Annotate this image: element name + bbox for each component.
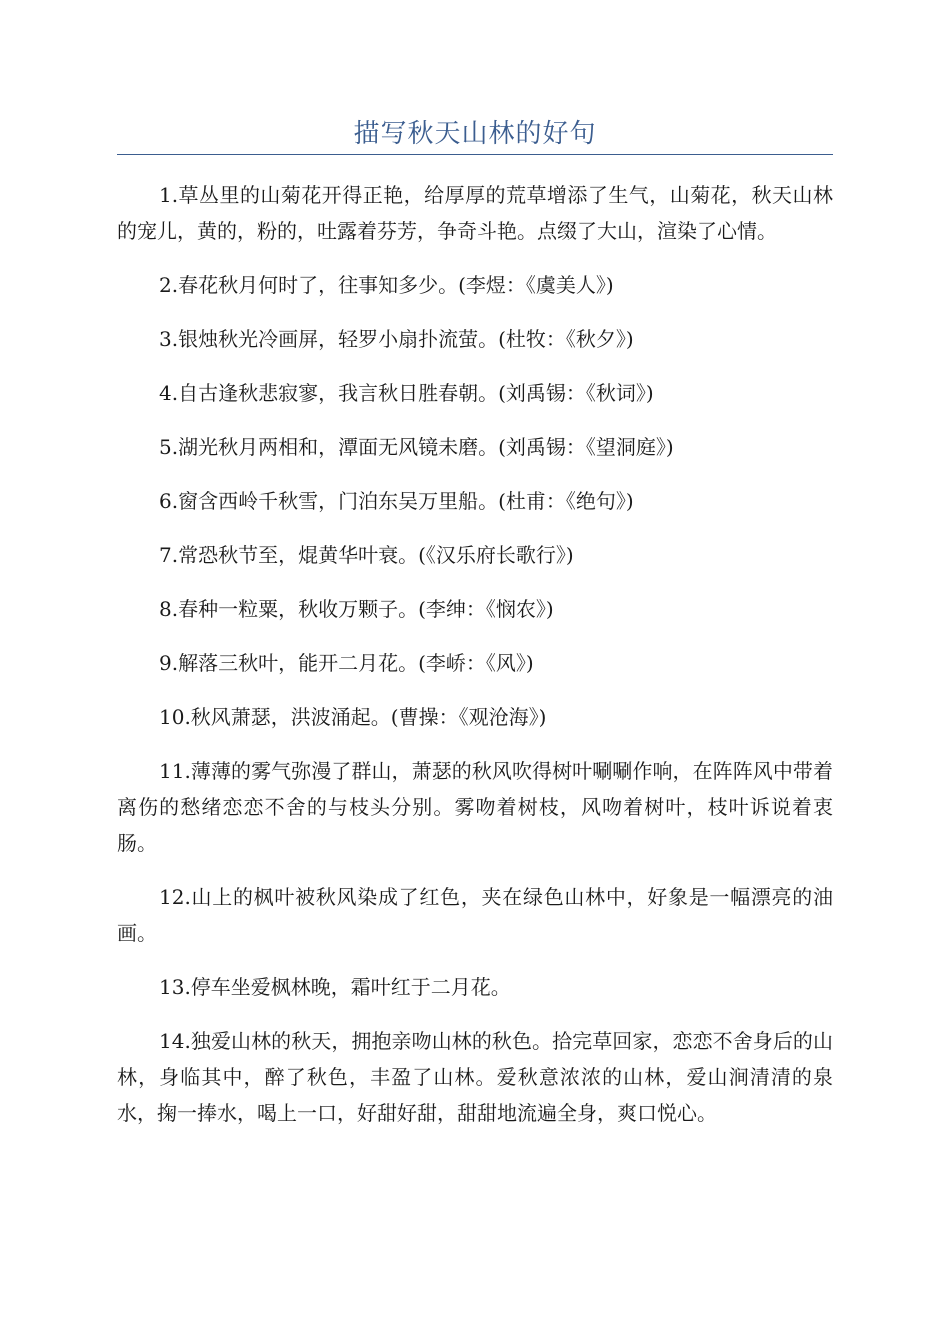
paragraph-8: 8.春种一粒粟，秋收万颗子。(李绅：《悯农》) [159, 597, 554, 621]
paragraph-1: 1.草丛里的山菊花开得正艳，给厚厚的荒草增添了生气，山菊花，秋天山林的宠儿，黄的，粉的，吐露着芬芳，争奇斗艳。点缀了大山，渲染了心情。 [117, 183, 833, 243]
document-page [117, 0, 833, 1149]
document-body [117, 177, 833, 1131]
paragraph-7: 7.常恐秋节至，焜黄华叶衰。(《汉乐府长歌行》) [159, 543, 574, 567]
paragraph-11: 11.薄薄的雾气弥漫了群山，萧瑟的秋风吹得树叶唰唰作响，在阵阵风中带着离伤的愁绪恋恋不舍的与枝头分别。雾吻着树枝，风吻着树叶，枝叶诉说着衷肠。 [117, 759, 833, 855]
page-title: 描写秋天山林的好句 [353, 119, 597, 149]
paragraph-3: 3.银烛秋光冷画屏，轻罗小扇扑流萤。(杜牧：《秋夕》) [159, 327, 634, 351]
paragraph-2: 2.春花秋月何时了，往事知多少。(李煜：《虞美人》) [159, 273, 614, 297]
paragraph-6: 6.窗含西岭千秋雪，门泊东吴万里船。(杜甫：《绝句》) [159, 489, 634, 513]
paragraph-14: 14.独爱山林的秋天，拥抱亲吻山林的秋色。拾完草回家，恋恋不舍身后的山林，身临其中，醉了秋色，丰盈了山林。爱秋意浓浓的山林，爱山涧清清的泉水，掬一捧水，喝上一口，好甜好甜，甜甜地流遍全身，爽口悦心。 [117, 1029, 833, 1125]
title-underline [117, 154, 833, 155]
paragraph-5: 5.湖光秋月两相和，潭面无风镜未磨。(刘禹锡：《望洞庭》) [159, 435, 674, 459]
paragraph-12: 12.山上的枫叶被秋风染成了红色，夹在绿色山林中，好象是一幅漂亮的油画。 [117, 885, 833, 945]
paragraph-4: 4.自古逢秋悲寂寥，我言秋日胜春朝。(刘禹锡：《秋词》) [159, 381, 654, 405]
paragraph-9: 9.解落三秋叶，能开二月花。(李峤：《风》) [159, 651, 534, 675]
paragraph-13: 13.停车坐爱枫林晚，霜叶红于二月花。 [159, 975, 511, 999]
paragraph-10: 10.秋风萧瑟，洪波涌起。(曹操：《观沧海》) [159, 705, 547, 729]
